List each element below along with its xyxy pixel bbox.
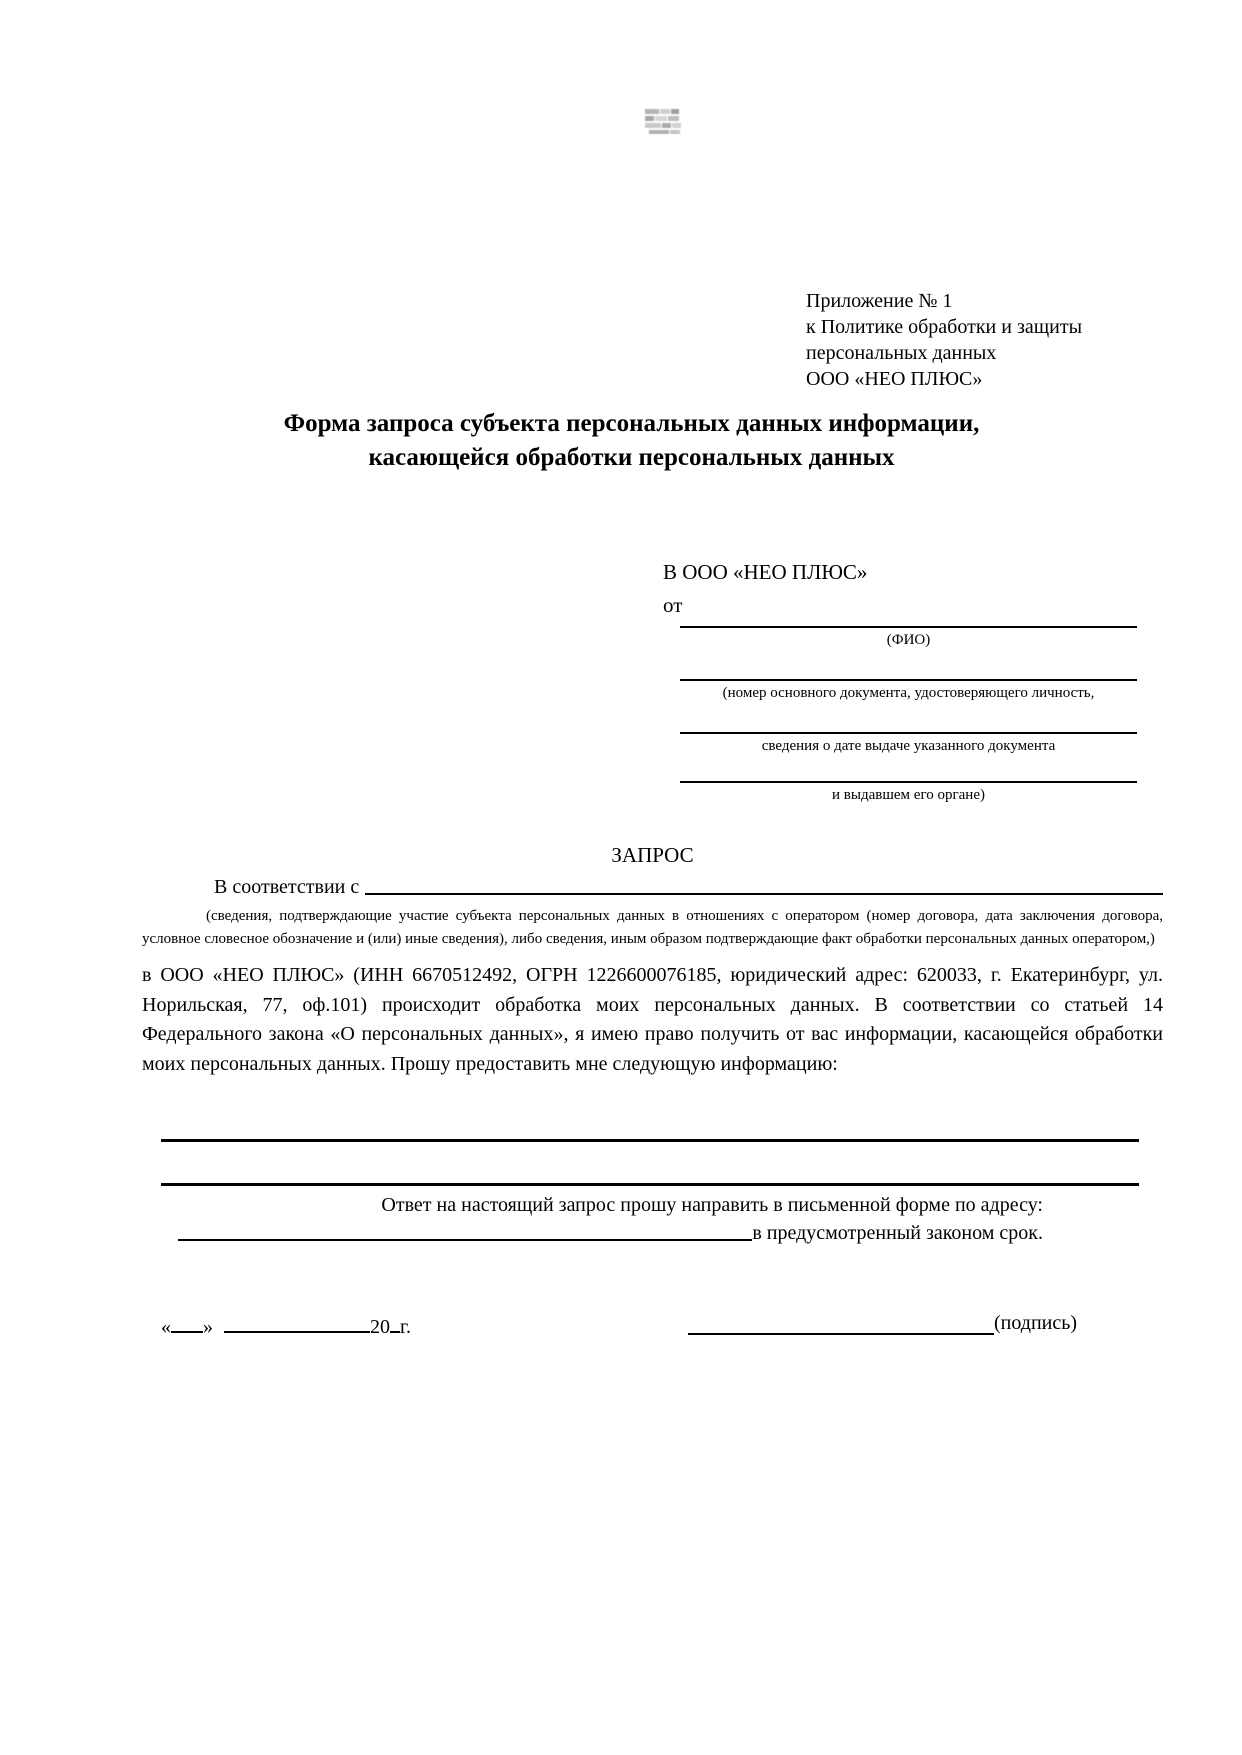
answer-blank-line-2 [161, 1183, 1139, 1186]
addressee-from-label: от [663, 593, 683, 617]
document-number-blank-line [680, 679, 1137, 681]
annex-reference-block [806, 288, 1146, 392]
date-year-prefix: 20 [370, 1316, 390, 1338]
page-title-line-2: касающейся обработки персональных данных [368, 444, 895, 471]
footnote-text: (сведения, подтверждающие участие субъекта персональных данных в отношениях с оператором (номер договора, дата заключения договора, условное словесное обозначение и (или) иные сведения), либо сведения, иным образом подтверждающие факт обработки персональных данных оператором,) [142, 908, 1163, 947]
issue-date-caption: сведения о дате выдаче указанного документа [761, 738, 1056, 754]
page-title-line-1: Форма запроса субъекта персональных данных информации, [283, 410, 980, 437]
request-intro-line [142, 876, 1163, 899]
date-year-suffix: г. [400, 1316, 411, 1338]
annex-line: Приложение № 1 [806, 290, 953, 312]
request-intro-blank-line [365, 876, 1163, 895]
request-heading: ЗАПРОС [611, 843, 694, 867]
annex-line: персональных данных [806, 342, 997, 364]
answer-blank-line-1 [161, 1139, 1139, 1142]
reply-instruction-suffix: в предусмотренный законом срок. [752, 1222, 1043, 1244]
date-day-blank-line [171, 1312, 203, 1333]
date-month-blank-line [224, 1312, 370, 1333]
signature-caption: (подпись) [994, 1312, 1078, 1334]
reply-address-blank-line [178, 1222, 752, 1241]
signature-blank-line [688, 1314, 994, 1335]
date-signature-row [0, 1312, 1242, 1342]
fio-blank-line [680, 626, 1137, 628]
date-year-blank-line [390, 1312, 400, 1333]
page-title [121, 407, 1142, 475]
request-body-text: в ООО «НЕО ПЛЮС» (ИНН 6670512492, ОГРН 1226600076185, юридический адрес: 620033, г. Екатеринбург, ул. Норильская, 77, оф.101) происходит обработка моих персональных данных. В соответствии со статьей 14 Федерального закона «О персональных данных», я имею право получить от вас информации, касающейся обработки моих персональных данных. Прошу предоставить мне следующую информацию: [142, 964, 1163, 1075]
request-intro-text: В соответствии с [214, 876, 360, 898]
issue-date-blank-line [680, 732, 1137, 734]
addressee-block [663, 556, 867, 622]
document-number-caption: (номер основного документа, удостоверяющего личность, [722, 685, 1095, 701]
date-quote-close: » [203, 1316, 213, 1338]
date-quote-open: « [161, 1316, 171, 1338]
fio-caption: (ФИО) [886, 632, 931, 648]
reply-instruction-text: Ответ на настоящий запрос прошу направить в письменной форме по адресу: [381, 1194, 1043, 1216]
annex-line: к Политике обработки и защиты [806, 316, 1083, 338]
signature-placeholder [688, 1312, 1077, 1335]
issuing-authority-blank-line [680, 781, 1137, 783]
issuing-authority-caption: и выдавшем его органе) [832, 787, 985, 803]
date-placeholder [161, 1312, 411, 1339]
addressee-to: В ООО «НЕО ПЛЮС» [663, 560, 868, 584]
annex-line: ООО «НЕО ПЛЮС» [806, 368, 983, 390]
reply-address-line [178, 1222, 1043, 1245]
blurred-logo-icon [645, 105, 683, 137]
